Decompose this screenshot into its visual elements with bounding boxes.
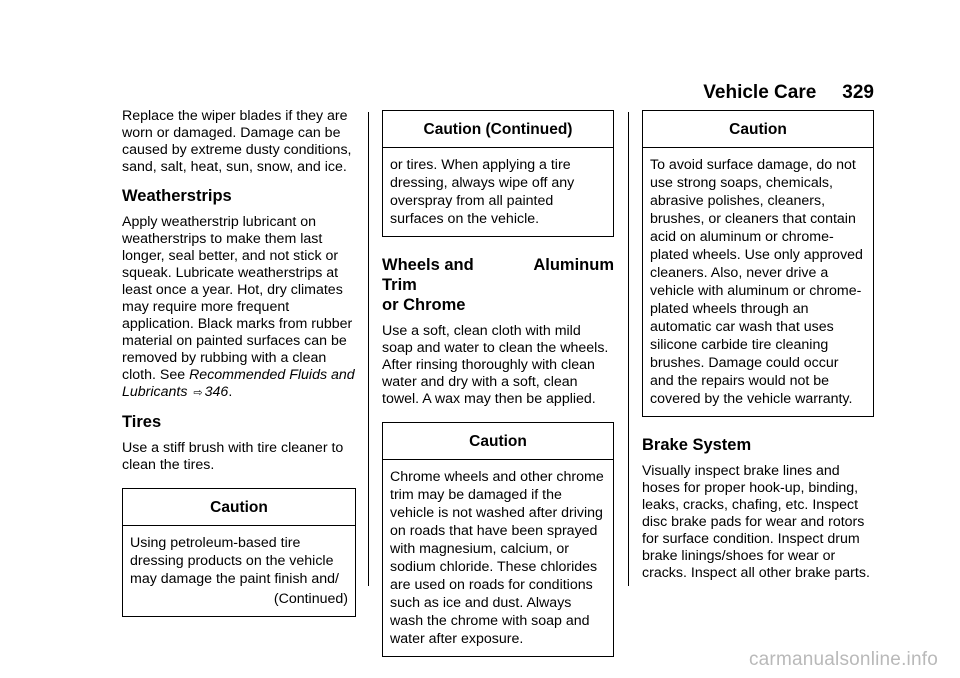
caution-title: Caution: [123, 489, 355, 526]
column-divider: [368, 112, 369, 586]
tires-heading: Tires: [122, 413, 162, 431]
brake-paragraph: Visually inspect brake lines and hoses for proper hook-up, binding, leaks, cracks, chafing, etc. Inspect disc brake pads for wear and rotors for surface condition. Inspect drum brake linings/shoes for wear or cracks. Inspect all other brake parts.: [642, 463, 870, 581]
tires-paragraph: Use a stiff brush with tire cleaner to clean the tires.: [122, 440, 344, 473]
wiper-paragraph: Replace the wiper blades if they are worn or damaged. Damage can be caused by extreme dusty conditions, sand, salt, heat, sun, snow, and ice.: [122, 108, 352, 175]
caution-continued-text: or tires. When applying a tire dressing, always wipe off any overspray from all painted surfaces on the vehicle.: [390, 157, 575, 227]
caution-continued-title: Caution (Continued): [383, 111, 613, 148]
column-1: [122, 108, 356, 631]
continued-label: (Continued): [273, 591, 348, 607]
page-ref-arrow-icon: ⇨: [193, 387, 203, 399]
wheels-heading: Wheels and Trim Aluminum or Chrome: [382, 256, 614, 314]
cross-reference-link[interactable]: Recommended Fluids and Lubricants: [122, 367, 355, 400]
weatherstrips-paragraph: Apply weatherstrip lubricant on weatherstrips to make them last longer, seal better, and not stick or squeak. Lubricate weatherstrips at least once a year. Hot, dry climates may require more frequent application. Black marks from rubber material on painted surfaces can be removed by rubbing with a clean cloth. See Recommended Fluids and Lubricants ⇨ 346.: [122, 214, 355, 400]
column-3: [642, 96, 874, 592]
page-number: 329: [842, 82, 874, 103]
caution-text: Using petroleum-based tire dressing products on the vehicle may damage the paint finish and/: [130, 535, 340, 587]
caution-continued-box: [382, 110, 614, 237]
weatherstrips-heading: Weatherstrips: [122, 187, 232, 205]
column-2: [382, 96, 614, 671]
caution-box: [122, 488, 356, 617]
aluminum-caution-title: Caution: [643, 111, 873, 148]
cross-reference-page[interactable]: 346: [204, 384, 229, 400]
section-title: Vehicle Care: [703, 82, 817, 103]
brake-heading: Brake System: [642, 436, 752, 454]
watermark: carmanualsonline.info: [748, 649, 938, 670]
chrome-caution-text: Chrome wheels and other chrome trim may be damaged if the vehicle is not washed after driving on roads that have been sprayed with magnesium, calcium, or sodium chloride. These chlorides are used on roads for conditions such as ice and dust. Always wash the chrome with soap and water after exposure.: [390, 469, 604, 647]
aluminum-caution-box: [642, 110, 874, 417]
aluminum-caution-text: To avoid surface damage, do not use strong soaps, chemicals, abrasive polishes, cleaners, brushes, or cleaners that contain acid on aluminum or chrome-plated wheels. Use only approved cleaners. Also, never drive a vehicle with aluminum or chrome-plated wheels through an automatic car wash that uses silicone carbide tire cleaning brushes. Damage could occur and the repairs would not be covered by the vehicle warranty.: [650, 157, 863, 407]
wheels-paragraph: Use a soft, clean cloth with mild soap and water to clean the wheels. After rinsing thoroughly with clean water and dry with a soft, clean towel. A wax may then be applied.: [382, 323, 609, 407]
chrome-caution-box: [382, 422, 614, 657]
chrome-caution-title: Caution: [383, 423, 613, 460]
column-divider: [628, 112, 629, 586]
